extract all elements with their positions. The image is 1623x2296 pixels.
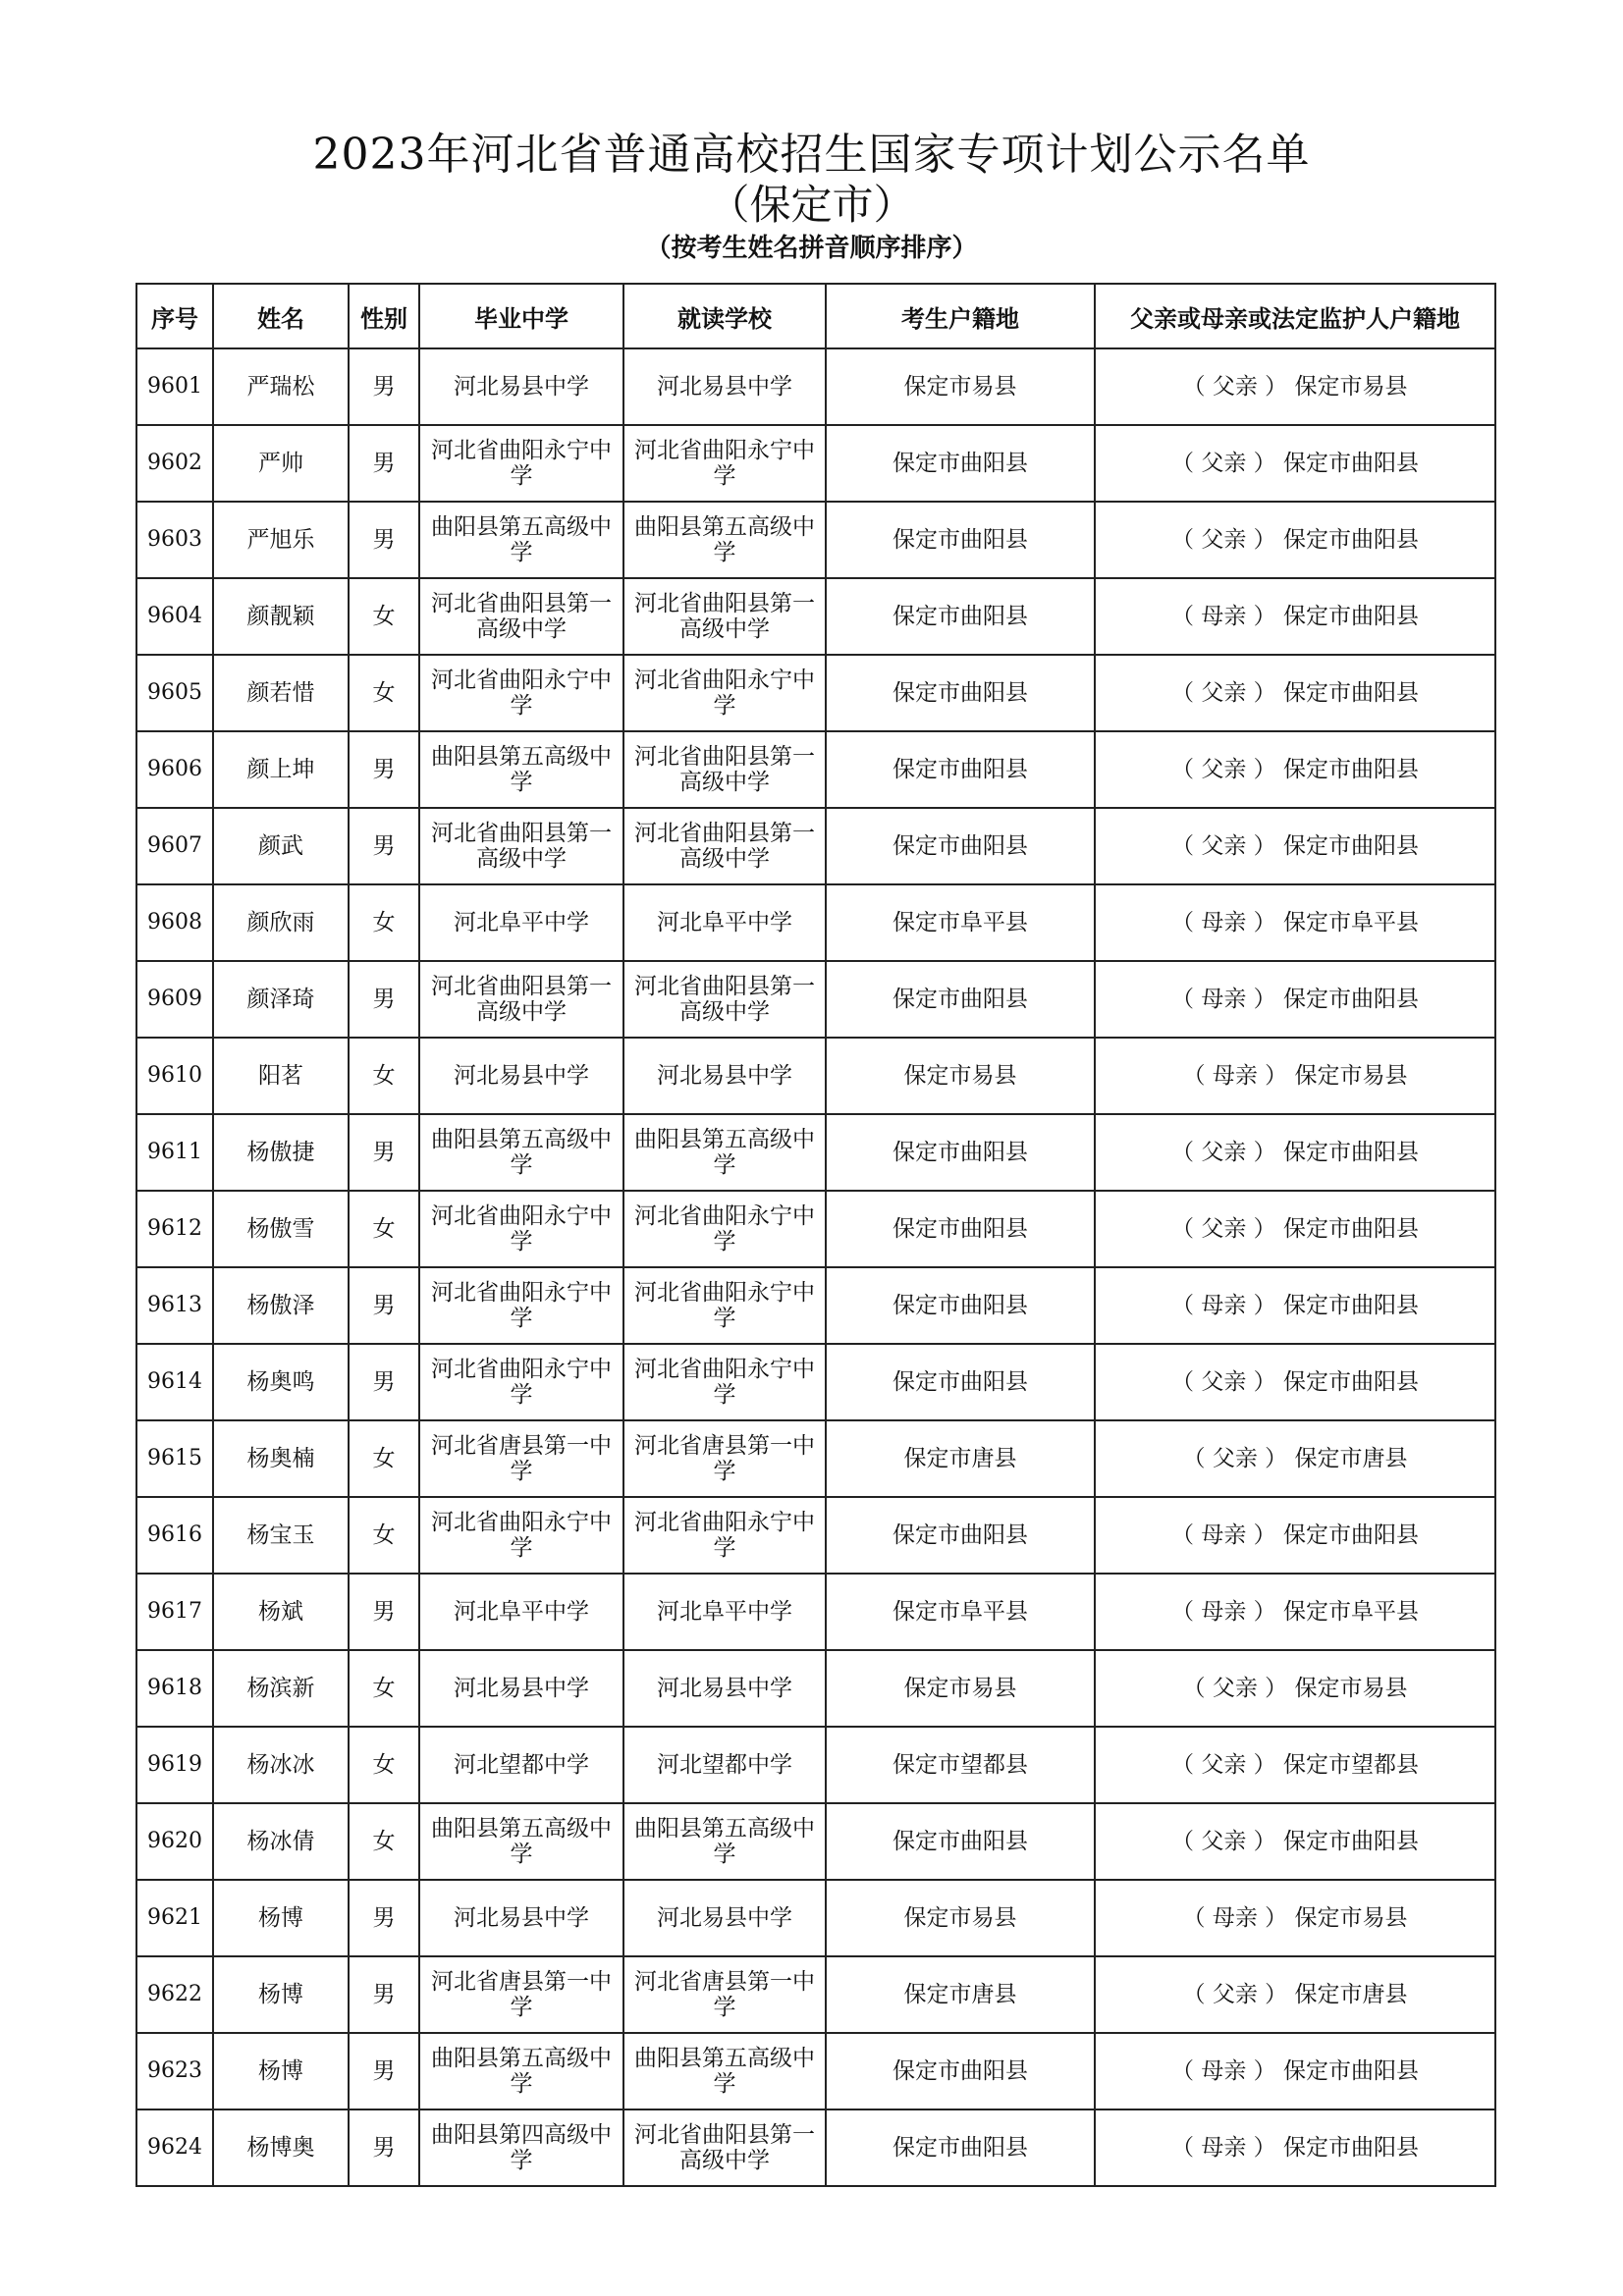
table-row: [136, 1114, 1495, 1191]
seq-cell: 9610: [136, 1038, 213, 1114]
current-school-cell: 河北省曲阳县第一高级中学: [623, 578, 826, 655]
table-row: [136, 1038, 1495, 1114]
seq-cell: 9623: [136, 2033, 213, 2109]
column-header-student-hukou: 考生户籍地: [826, 284, 1095, 348]
seq-cell: 9606: [136, 731, 213, 808]
gender-cell: 女: [349, 1420, 419, 1497]
seq-cell: 9617: [136, 1574, 213, 1650]
name-cell: 颜靓颖: [213, 578, 349, 655]
table-row: [136, 1420, 1495, 1497]
guardian-hukou-cell: （ 父亲 ） 保定市曲阳县: [1095, 1344, 1495, 1420]
name-cell: 颜若惜: [213, 655, 349, 731]
graduated-school-cell: 河北省曲阳永宁中学: [419, 425, 623, 502]
student-hukou-cell: 保定市唐县: [826, 1956, 1095, 2033]
guardian-hukou-cell: （ 父亲 ） 保定市唐县: [1095, 1420, 1495, 1497]
gender-cell: 女: [349, 1191, 419, 1267]
current-school-cell: 曲阳县第五高级中学: [623, 2033, 826, 2109]
guardian-hukou-cell: （ 父亲 ） 保定市唐县: [1095, 1956, 1495, 2033]
student-hukou-cell: 保定市曲阳县: [826, 1497, 1095, 1574]
student-hukou-cell: 保定市曲阳县: [826, 808, 1095, 884]
student-hukou-cell: 保定市易县: [826, 1880, 1095, 1956]
guardian-hukou-cell: （ 母亲 ） 保定市易县: [1095, 1038, 1495, 1114]
guardian-hukou-cell: （ 父亲 ） 保定市曲阳县: [1095, 1114, 1495, 1191]
current-school-cell: 河北省曲阳永宁中学: [623, 1191, 826, 1267]
seq-cell: 9616: [136, 1497, 213, 1574]
name-cell: 严帅: [213, 425, 349, 502]
current-school-cell: 河北省曲阳县第一高级中学: [623, 961, 826, 1038]
gender-cell: 男: [349, 1267, 419, 1344]
current-school-cell: 河北省曲阳永宁中学: [623, 1267, 826, 1344]
gender-cell: 女: [349, 1038, 419, 1114]
seq-cell: 9613: [136, 1267, 213, 1344]
table-row: [136, 1191, 1495, 1267]
graduated-school-cell: 河北易县中学: [419, 1650, 623, 1727]
guardian-hukou-cell: （ 父亲 ） 保定市曲阳县: [1095, 808, 1495, 884]
gender-cell: 男: [349, 1344, 419, 1420]
gender-cell: 女: [349, 884, 419, 961]
graduated-school-cell: 河北省曲阳永宁中学: [419, 655, 623, 731]
student-hukou-cell: 保定市曲阳县: [826, 655, 1095, 731]
student-hukou-cell: 保定市阜平县: [826, 1574, 1095, 1650]
gender-cell: 男: [349, 808, 419, 884]
student-hukou-cell: 保定市易县: [826, 1038, 1095, 1114]
student-hukou-cell: 保定市曲阳县: [826, 961, 1095, 1038]
roster-table: [135, 283, 1496, 2187]
name-cell: 严旭乐: [213, 502, 349, 578]
column-header-guardian-hukou: 父亲或母亲或法定监护人户籍地: [1095, 284, 1495, 348]
current-school-cell: 河北省曲阳永宁中学: [623, 425, 826, 502]
table-row: [136, 884, 1495, 961]
seq-cell: 9605: [136, 655, 213, 731]
gender-cell: 女: [349, 1727, 419, 1803]
guardian-hukou-cell: （ 父亲 ） 保定市曲阳县: [1095, 502, 1495, 578]
gender-cell: 男: [349, 961, 419, 1038]
graduated-school-cell: 河北阜平中学: [419, 884, 623, 961]
name-cell: 杨傲泽: [213, 1267, 349, 1344]
seq-cell: 9607: [136, 808, 213, 884]
graduated-school-cell: 河北省唐县第一中学: [419, 1420, 623, 1497]
guardian-hukou-cell: （ 父亲 ） 保定市曲阳县: [1095, 655, 1495, 731]
name-cell: 杨博: [213, 1880, 349, 1956]
graduated-school-cell: 河北省曲阳县第一高级中学: [419, 578, 623, 655]
name-cell: 颜欣雨: [213, 884, 349, 961]
seq-cell: 9619: [136, 1727, 213, 1803]
table-row: [136, 1956, 1495, 2033]
table-row: [136, 2033, 1495, 2109]
current-school-cell: 河北省唐县第一中学: [623, 1420, 826, 1497]
graduated-school-cell: 河北省曲阳永宁中学: [419, 1344, 623, 1420]
table-row: [136, 808, 1495, 884]
graduated-school-cell: 河北省曲阳永宁中学: [419, 1267, 623, 1344]
student-hukou-cell: 保定市易县: [826, 1650, 1095, 1727]
gender-cell: 男: [349, 1114, 419, 1191]
table-row: [136, 348, 1495, 425]
column-header-gender: 性别: [349, 284, 419, 348]
gender-cell: 女: [349, 655, 419, 731]
column-header-seq: 序号: [136, 284, 213, 348]
current-school-cell: 河北易县中学: [623, 1038, 826, 1114]
guardian-hukou-cell: （ 母亲 ） 保定市曲阳县: [1095, 2033, 1495, 2109]
current-school-cell: 河北省唐县第一中学: [623, 1956, 826, 2033]
name-cell: 杨冰倩: [213, 1803, 349, 1880]
seq-cell: 9624: [136, 2109, 213, 2186]
table-row: [136, 1267, 1495, 1344]
student-hukou-cell: 保定市曲阳县: [826, 425, 1095, 502]
student-hukou-cell: 保定市曲阳县: [826, 2109, 1095, 2186]
seq-cell: 9612: [136, 1191, 213, 1267]
graduated-school-cell: 河北阜平中学: [419, 1574, 623, 1650]
current-school-cell: 河北望都中学: [623, 1727, 826, 1803]
name-cell: 杨滨新: [213, 1650, 349, 1727]
seq-cell: 9602: [136, 425, 213, 502]
name-cell: 颜上坤: [213, 731, 349, 808]
gender-cell: 男: [349, 1956, 419, 2033]
gender-cell: 男: [349, 502, 419, 578]
table-row: [136, 1650, 1495, 1727]
graduated-school-cell: 曲阳县第五高级中学: [419, 1114, 623, 1191]
graduated-school-cell: 河北省唐县第一中学: [419, 1956, 623, 2033]
seq-cell: 9614: [136, 1344, 213, 1420]
graduated-school-cell: 河北省曲阳永宁中学: [419, 1497, 623, 1574]
table-header-row: [136, 284, 1495, 348]
gender-cell: 男: [349, 1880, 419, 1956]
name-cell: 颜泽琦: [213, 961, 349, 1038]
guardian-hukou-cell: （ 母亲 ） 保定市阜平县: [1095, 884, 1495, 961]
name-cell: 杨宝玉: [213, 1497, 349, 1574]
page-subtitle: （保定市）: [708, 181, 915, 229]
current-school-cell: 河北易县中学: [623, 348, 826, 425]
gender-cell: 女: [349, 578, 419, 655]
table-row: [136, 1880, 1495, 1956]
seq-cell: 9622: [136, 1956, 213, 2033]
current-school-cell: 河北易县中学: [623, 1650, 826, 1727]
name-cell: 杨傲雪: [213, 1191, 349, 1267]
student-hukou-cell: 保定市易县: [826, 348, 1095, 425]
student-hukou-cell: 保定市唐县: [826, 1420, 1095, 1497]
gender-cell: 男: [349, 2109, 419, 2186]
student-hukou-cell: 保定市阜平县: [826, 884, 1095, 961]
table-row: [136, 1344, 1495, 1420]
name-cell: 阳茗: [213, 1038, 349, 1114]
graduated-school-cell: 河北望都中学: [419, 1727, 623, 1803]
name-cell: 杨冰冰: [213, 1727, 349, 1803]
current-school-cell: 河北省曲阳县第一高级中学: [623, 731, 826, 808]
table-row: [136, 2109, 1495, 2186]
table-row: [136, 731, 1495, 808]
student-hukou-cell: 保定市曲阳县: [826, 731, 1095, 808]
gender-cell: 女: [349, 1650, 419, 1727]
table-row: [136, 1574, 1495, 1650]
name-cell: 杨奥鸣: [213, 1344, 349, 1420]
current-school-cell: 曲阳县第五高级中学: [623, 502, 826, 578]
table-row: [136, 655, 1495, 731]
page-title: 2023年河北省普通高校招生国家专项计划公示名单: [312, 130, 1311, 180]
gender-cell: 女: [349, 1497, 419, 1574]
graduated-school-cell: 河北省曲阳县第一高级中学: [419, 961, 623, 1038]
graduated-school-cell: 河北易县中学: [419, 348, 623, 425]
table-row: [136, 578, 1495, 655]
graduated-school-cell: 曲阳县第五高级中学: [419, 2033, 623, 2109]
guardian-hukou-cell: （ 父亲 ） 保定市望都县: [1095, 1727, 1495, 1803]
seq-cell: 9611: [136, 1114, 213, 1191]
table-row: [136, 961, 1495, 1038]
guardian-hukou-cell: （ 母亲 ） 保定市曲阳县: [1095, 578, 1495, 655]
table-row: [136, 1497, 1495, 1574]
current-school-cell: 河北阜平中学: [623, 1574, 826, 1650]
guardian-hukou-cell: （ 母亲 ） 保定市曲阳县: [1095, 1267, 1495, 1344]
guardian-hukou-cell: （ 父亲 ） 保定市曲阳县: [1095, 425, 1495, 502]
name-cell: 杨斌: [213, 1574, 349, 1650]
sort-note: （按考生姓名拼音顺序排序）: [645, 234, 978, 263]
graduated-school-cell: 曲阳县第五高级中学: [419, 1803, 623, 1880]
name-cell: 颜武: [213, 808, 349, 884]
student-hukou-cell: 保定市曲阳县: [826, 2033, 1095, 2109]
graduated-school-cell: 河北易县中学: [419, 1038, 623, 1114]
gender-cell: 男: [349, 2033, 419, 2109]
student-hukou-cell: 保定市曲阳县: [826, 1114, 1095, 1191]
seq-cell: 9609: [136, 961, 213, 1038]
current-school-cell: 曲阳县第五高级中学: [623, 1803, 826, 1880]
current-school-cell: 河北易县中学: [623, 1880, 826, 1956]
column-header-current-school: 就读学校: [623, 284, 826, 348]
seq-cell: 9620: [136, 1803, 213, 1880]
student-hukou-cell: 保定市曲阳县: [826, 1267, 1095, 1344]
gender-cell: 女: [349, 1803, 419, 1880]
seq-cell: 9618: [136, 1650, 213, 1727]
seq-cell: 9608: [136, 884, 213, 961]
student-hukou-cell: 保定市望都县: [826, 1727, 1095, 1803]
table-row: [136, 425, 1495, 502]
seq-cell: 9603: [136, 502, 213, 578]
seq-cell: 9604: [136, 578, 213, 655]
name-cell: 严瑞松: [213, 348, 349, 425]
name-cell: 杨博: [213, 1956, 349, 2033]
current-school-cell: 河北省曲阳县第一高级中学: [623, 808, 826, 884]
guardian-hukou-cell: （ 母亲 ） 保定市曲阳县: [1095, 2109, 1495, 2186]
graduated-school-cell: 河北省曲阳永宁中学: [419, 1191, 623, 1267]
column-header-graduated-school: 毕业中学: [419, 284, 623, 348]
guardian-hukou-cell: （ 母亲 ） 保定市曲阳县: [1095, 961, 1495, 1038]
guardian-hukou-cell: （ 父亲 ） 保定市曲阳县: [1095, 1191, 1495, 1267]
current-school-cell: 河北省曲阳永宁中学: [623, 655, 826, 731]
current-school-cell: 河北阜平中学: [623, 884, 826, 961]
gender-cell: 男: [349, 731, 419, 808]
guardian-hukou-cell: （ 母亲 ） 保定市曲阳县: [1095, 1497, 1495, 1574]
guardian-hukou-cell: （ 母亲 ） 保定市阜平县: [1095, 1574, 1495, 1650]
current-school-cell: 曲阳县第五高级中学: [623, 1114, 826, 1191]
student-hukou-cell: 保定市曲阳县: [826, 578, 1095, 655]
roster-body: [136, 348, 1495, 2186]
name-cell: 杨博: [213, 2033, 349, 2109]
guardian-hukou-cell: （ 父亲 ） 保定市易县: [1095, 348, 1495, 425]
graduated-school-cell: 河北省曲阳县第一高级中学: [419, 808, 623, 884]
table-row: [136, 1803, 1495, 1880]
guardian-hukou-cell: （ 母亲 ） 保定市易县: [1095, 1880, 1495, 1956]
column-header-name: 姓名: [213, 284, 349, 348]
gender-cell: 男: [349, 348, 419, 425]
name-cell: 杨奥楠: [213, 1420, 349, 1497]
student-hukou-cell: 保定市曲阳县: [826, 1191, 1095, 1267]
current-school-cell: 河北省曲阳永宁中学: [623, 1497, 826, 1574]
graduated-school-cell: 曲阳县第五高级中学: [419, 502, 623, 578]
guardian-hukou-cell: （ 父亲 ） 保定市曲阳县: [1095, 731, 1495, 808]
student-hukou-cell: 保定市曲阳县: [826, 502, 1095, 578]
name-cell: 杨博奥: [213, 2109, 349, 2186]
student-hukou-cell: 保定市曲阳县: [826, 1803, 1095, 1880]
seq-cell: 9601: [136, 348, 213, 425]
guardian-hukou-cell: （ 父亲 ） 保定市曲阳县: [1095, 1803, 1495, 1880]
graduated-school-cell: 曲阳县第四高级中学: [419, 2109, 623, 2186]
graduated-school-cell: 曲阳县第五高级中学: [419, 731, 623, 808]
seq-cell: 9621: [136, 1880, 213, 1956]
gender-cell: 男: [349, 425, 419, 502]
current-school-cell: 河北省曲阳永宁中学: [623, 1344, 826, 1420]
gender-cell: 男: [349, 1574, 419, 1650]
guardian-hukou-cell: （ 父亲 ） 保定市易县: [1095, 1650, 1495, 1727]
name-cell: 杨傲捷: [213, 1114, 349, 1191]
table-row: [136, 1727, 1495, 1803]
graduated-school-cell: 河北易县中学: [419, 1880, 623, 1956]
current-school-cell: 河北省曲阳县第一高级中学: [623, 2109, 826, 2186]
seq-cell: 9615: [136, 1420, 213, 1497]
table-row: [136, 502, 1495, 578]
student-hukou-cell: 保定市曲阳县: [826, 1344, 1095, 1420]
